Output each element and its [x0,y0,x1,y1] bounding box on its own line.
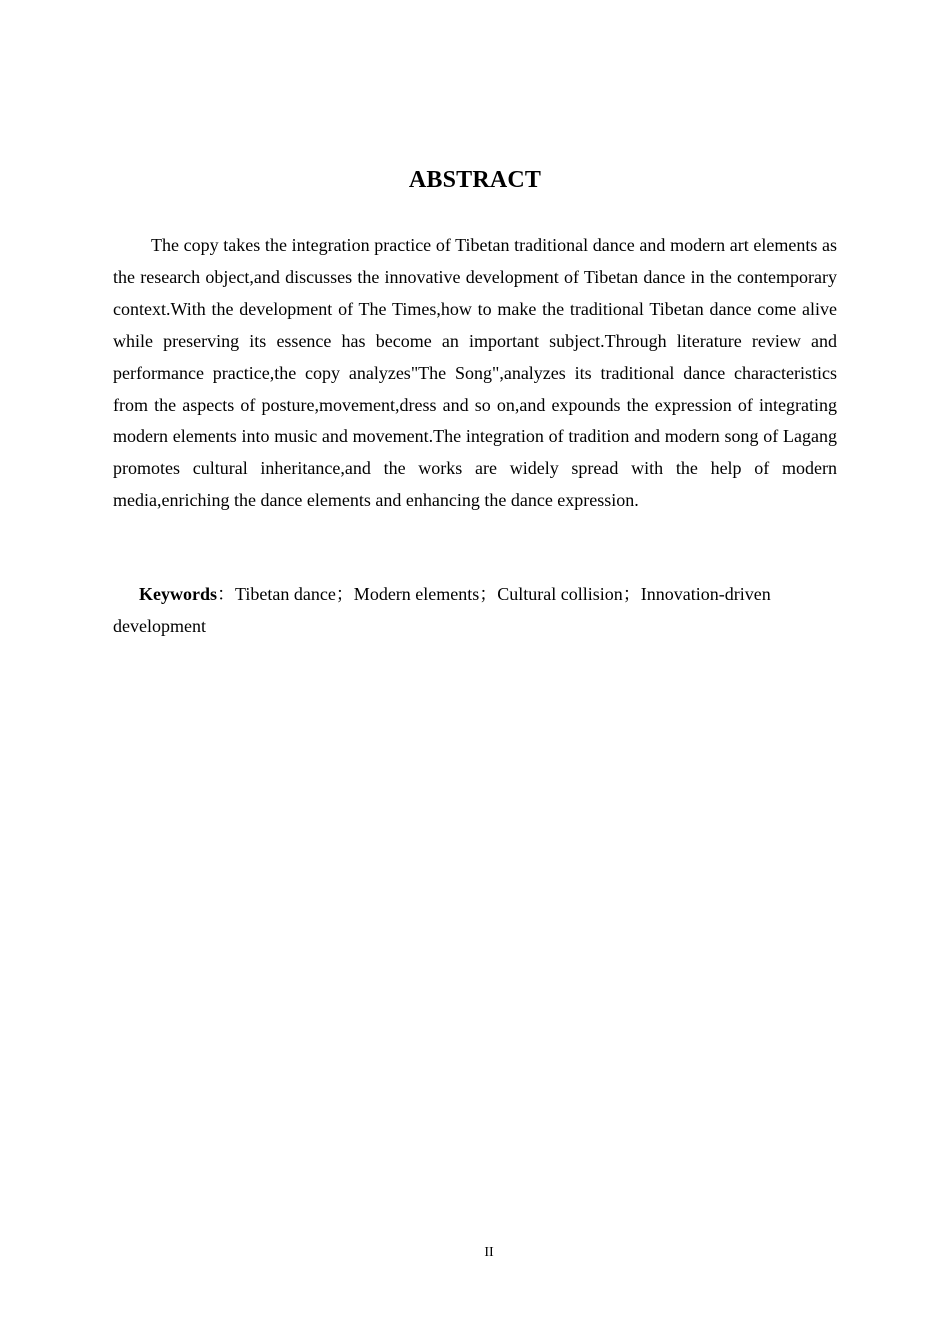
keywords-line [113,579,837,643]
keywords-separator: ： [217,584,235,604]
abstract-paragraph: The copy takes the integration practice of Tibetan traditional dance and modern art elements as the research object,and discusses the innovative development of Tibetan dance in the contemporary context.With the development of The Times,how to make the traditional Tibetan dance come alive while preserving its essence has become an important subject.Through literature review and performance practice,the copy analyzes"The Song",analyzes its traditional dance characteristics from the aspects of posture,movement,dress and so on,and expounds the expression of integrating modern elements into music and movement.The integration of tradition and modern song of Lagang promotes cultural inheritance,and the works are widely spread with the help of modern media,enriching the dance elements and enhancing the dance expression. [113,235,837,511]
abstract-title: ABSTRACT [408,167,542,193]
keywords-label: Keywords [139,584,217,604]
keywords-list: Tibetan dance；Modern elements；Cultural collision；Innovation-driven development [113,584,771,636]
page-number: II [484,1245,494,1260]
